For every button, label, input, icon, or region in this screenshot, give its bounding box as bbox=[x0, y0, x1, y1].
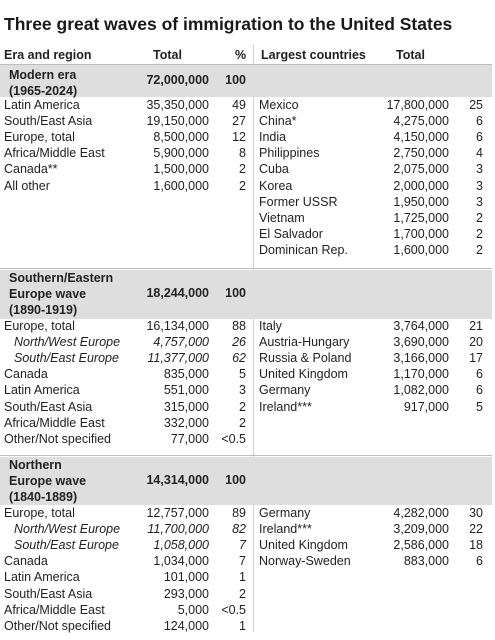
country-pct: 6 bbox=[476, 130, 483, 145]
country-total: 4,150,000 bbox=[393, 130, 449, 145]
region-name: Canada bbox=[4, 554, 48, 569]
country-row bbox=[259, 113, 483, 129]
region-pct: <0.5 bbox=[221, 602, 246, 617]
country-pct: 3 bbox=[476, 162, 483, 177]
country-row bbox=[259, 161, 483, 177]
region-pct: 88 bbox=[232, 319, 246, 333]
country-pct: 30 bbox=[469, 506, 483, 520]
region-total: 16,134,000 bbox=[146, 319, 209, 333]
region-name: North/West Europe bbox=[14, 522, 121, 537]
country-total: 2,075,000 bbox=[393, 162, 449, 177]
country-total: 2,586,000 bbox=[393, 538, 449, 553]
region-row bbox=[4, 602, 246, 618]
header-largest-countries: Largest countries bbox=[261, 48, 366, 62]
region-pct: 49 bbox=[232, 98, 246, 112]
region-row bbox=[4, 505, 246, 521]
column-divider bbox=[253, 44, 254, 632]
region-name: Canada bbox=[4, 367, 48, 382]
country-name: Vietnam bbox=[259, 210, 305, 225]
region-pct: 27 bbox=[232, 114, 246, 129]
country-name: Cuba bbox=[259, 162, 289, 177]
country-name: China* bbox=[259, 114, 297, 129]
region-total: 5,900,000 bbox=[153, 146, 209, 161]
country-pct: 17 bbox=[469, 351, 483, 366]
country-pct: 18 bbox=[469, 538, 483, 553]
country-total: 1,082,000 bbox=[393, 383, 449, 398]
region-total: 11,377,000 bbox=[147, 351, 209, 366]
region-name: South/East Asia bbox=[4, 586, 93, 601]
region-row bbox=[4, 334, 246, 350]
country-row bbox=[259, 129, 483, 145]
region-pct: 8 bbox=[239, 146, 246, 161]
section-pct: 100 bbox=[225, 73, 246, 87]
region-pct: 62 bbox=[232, 351, 246, 366]
region-total: 12,757,000 bbox=[146, 506, 209, 520]
country-name: Italy bbox=[259, 319, 282, 333]
region-pct: 2 bbox=[239, 178, 246, 193]
section-label bbox=[9, 457, 86, 505]
table-title: Three great waves of immigration to the United States bbox=[4, 14, 453, 34]
country-name: Former USSR bbox=[259, 194, 338, 209]
country-pct: 3 bbox=[476, 194, 483, 209]
region-row bbox=[4, 431, 246, 447]
country-total: 1,950,000 bbox=[393, 194, 449, 209]
region-row bbox=[4, 129, 246, 145]
region-row bbox=[4, 537, 246, 553]
country-name: Germany bbox=[259, 506, 311, 520]
header-total-countries: Total bbox=[396, 48, 425, 62]
country-row bbox=[259, 521, 483, 537]
country-name: Korea bbox=[259, 178, 293, 193]
country-row bbox=[259, 210, 483, 226]
country-pct: 5 bbox=[476, 399, 483, 414]
region-total: 11,700,000 bbox=[147, 522, 209, 537]
region-row bbox=[4, 553, 246, 569]
country-total: 3,764,000 bbox=[393, 319, 449, 333]
country-name: El Salvador bbox=[259, 226, 323, 241]
region-row bbox=[4, 415, 246, 431]
country-name: Ireland*** bbox=[259, 522, 312, 537]
region-name: All other bbox=[4, 178, 50, 193]
region-pct: 7 bbox=[239, 538, 246, 553]
country-pct: 2 bbox=[476, 242, 483, 257]
section-separator bbox=[0, 268, 492, 269]
section-total: 14,314,000 bbox=[146, 473, 209, 487]
country-row bbox=[259, 194, 483, 210]
region-pct: 2 bbox=[239, 399, 246, 414]
country-total: 917,000 bbox=[403, 399, 449, 414]
section-label-line: Southern/Eastern bbox=[9, 271, 114, 285]
country-pct: 6 bbox=[476, 383, 483, 398]
region-row bbox=[4, 178, 246, 194]
country-row bbox=[259, 145, 483, 161]
region-name: Europe, total bbox=[4, 319, 75, 333]
country-row bbox=[259, 242, 483, 258]
country-total: 2,750,000 bbox=[393, 146, 449, 161]
region-total: 1,500,000 bbox=[153, 162, 209, 177]
region-pct: 82 bbox=[232, 522, 246, 537]
region-row bbox=[4, 399, 246, 415]
country-pct: 3 bbox=[476, 178, 483, 193]
country-total: 1,725,000 bbox=[393, 210, 449, 225]
country-name: Germany bbox=[259, 383, 311, 398]
country-row bbox=[259, 97, 483, 113]
country-name: Dominican Rep. bbox=[259, 242, 348, 257]
section-total: 18,244,000 bbox=[146, 286, 209, 300]
region-pct: 1 bbox=[239, 570, 246, 585]
region-name: South/East Europe bbox=[14, 351, 119, 366]
region-name: Canada** bbox=[4, 162, 58, 177]
region-total: 1,058,000 bbox=[153, 538, 209, 553]
region-name: South/East Asia bbox=[4, 114, 93, 129]
region-row bbox=[4, 366, 246, 382]
region-name: North/West Europe bbox=[14, 335, 121, 350]
region-total: 35,350,000 bbox=[146, 98, 209, 112]
country-pct: 6 bbox=[476, 554, 483, 569]
section-pct: 100 bbox=[225, 286, 246, 300]
country-pct: 6 bbox=[476, 367, 483, 382]
region-total: 551,000 bbox=[163, 383, 209, 398]
region-name: Latin America bbox=[4, 570, 80, 585]
country-name: Russia & Poland bbox=[259, 351, 352, 366]
region-row bbox=[4, 350, 246, 366]
country-name: Mexico bbox=[259, 98, 299, 112]
region-pct: 2 bbox=[239, 162, 246, 177]
section-pct: 100 bbox=[225, 473, 246, 487]
country-name: Austria-Hungary bbox=[259, 335, 350, 350]
country-name: United Kingdom bbox=[259, 367, 348, 382]
region-pct: 89 bbox=[232, 506, 246, 520]
country-name: Norway-Sweden bbox=[259, 554, 351, 569]
region-name: Latin America bbox=[4, 98, 80, 112]
country-row bbox=[259, 318, 483, 334]
region-name: South/East Europe bbox=[14, 538, 119, 553]
region-total: 77,000 bbox=[170, 431, 209, 446]
region-total: 1,600,000 bbox=[153, 178, 209, 193]
region-row bbox=[4, 113, 246, 129]
region-total: 8,500,000 bbox=[153, 130, 209, 145]
section-label-line: (1890-1919) bbox=[9, 303, 78, 317]
country-name: Philippines bbox=[259, 146, 320, 161]
header-total: Total bbox=[153, 48, 182, 62]
region-row bbox=[4, 145, 246, 161]
section-separator bbox=[0, 455, 492, 456]
country-row bbox=[259, 366, 483, 382]
section-label bbox=[9, 270, 113, 318]
region-pct: 12 bbox=[232, 130, 246, 145]
country-total: 2,000,000 bbox=[393, 178, 449, 193]
region-row bbox=[4, 618, 246, 634]
country-row bbox=[259, 178, 483, 194]
header-era-region: Era and region bbox=[4, 48, 92, 62]
region-name: Africa/Middle East bbox=[4, 146, 105, 161]
country-pct: 20 bbox=[469, 335, 483, 350]
region-total: 101,000 bbox=[163, 570, 209, 585]
region-row bbox=[4, 382, 246, 398]
region-total: 19,150,000 bbox=[146, 114, 209, 129]
country-total: 3,166,000 bbox=[393, 351, 449, 366]
country-row bbox=[259, 226, 483, 242]
region-pct: 2 bbox=[239, 586, 246, 601]
country-pct: 22 bbox=[469, 522, 483, 537]
region-total: 1,034,000 bbox=[153, 554, 209, 569]
region-row bbox=[4, 521, 246, 537]
region-name: Latin America bbox=[4, 383, 80, 398]
header-pct: % bbox=[235, 48, 247, 62]
country-total: 883,000 bbox=[403, 554, 449, 569]
region-name: Europe, total bbox=[4, 506, 75, 520]
region-pct: 3 bbox=[239, 383, 246, 398]
section-label-line: Modern era bbox=[9, 68, 77, 82]
region-name: South/East Asia bbox=[4, 399, 93, 414]
country-row bbox=[259, 537, 483, 553]
region-name: Europe, total bbox=[4, 130, 75, 145]
country-pct: 2 bbox=[476, 226, 483, 241]
region-total: 293,000 bbox=[163, 586, 209, 601]
region-row bbox=[4, 97, 246, 113]
section-label-line: (1965-2024) bbox=[9, 84, 78, 98]
country-name: India bbox=[259, 130, 287, 145]
country-total: 1,700,000 bbox=[393, 226, 449, 241]
region-name: Africa/Middle East bbox=[4, 602, 105, 617]
region-pct: 7 bbox=[239, 554, 246, 569]
country-pct: 21 bbox=[469, 319, 483, 333]
region-name: Other/Not specified bbox=[4, 618, 111, 633]
region-total: 315,000 bbox=[163, 399, 209, 414]
region-row bbox=[4, 161, 246, 177]
country-pct: 6 bbox=[476, 114, 483, 129]
section-label-line: (1840-1889) bbox=[9, 490, 78, 504]
section-label bbox=[9, 67, 77, 99]
region-total: 332,000 bbox=[163, 415, 209, 430]
country-total: 1,170,000 bbox=[393, 367, 449, 382]
region-pct: 26 bbox=[232, 335, 246, 350]
country-pct: 25 bbox=[469, 98, 483, 112]
country-total: 1,600,000 bbox=[393, 242, 449, 257]
country-name: Ireland*** bbox=[259, 399, 312, 414]
region-total: 835,000 bbox=[163, 367, 209, 382]
country-row bbox=[259, 399, 483, 415]
region-pct: 5 bbox=[239, 367, 246, 382]
section-label-line: Europe wave bbox=[9, 287, 87, 301]
country-total: 4,282,000 bbox=[393, 506, 449, 520]
region-row bbox=[4, 586, 246, 602]
region-name: Africa/Middle East bbox=[4, 415, 105, 430]
country-pct: 4 bbox=[476, 146, 483, 161]
country-row bbox=[259, 553, 483, 569]
region-name: Other/Not specified bbox=[4, 431, 111, 446]
region-total: 5,000 bbox=[177, 602, 209, 617]
region-total: 4,757,000 bbox=[153, 335, 209, 350]
section-total: 72,000,000 bbox=[146, 73, 209, 87]
region-row bbox=[4, 569, 246, 585]
section-label-line: Northern bbox=[9, 458, 62, 472]
country-total: 3,209,000 bbox=[393, 522, 449, 537]
region-pct: 1 bbox=[239, 618, 246, 633]
country-total: 4,275,000 bbox=[393, 114, 449, 129]
country-total: 3,690,000 bbox=[393, 335, 449, 350]
country-row bbox=[259, 334, 483, 350]
country-pct: 2 bbox=[476, 210, 483, 225]
region-pct: 2 bbox=[239, 415, 246, 430]
section-label-line: Europe wave bbox=[9, 474, 87, 488]
country-row bbox=[259, 382, 483, 398]
country-row bbox=[259, 350, 483, 366]
region-row bbox=[4, 318, 246, 334]
region-pct: <0.5 bbox=[221, 431, 246, 446]
country-total: 17,800,000 bbox=[386, 98, 449, 112]
country-name: United Kingdom bbox=[259, 538, 348, 553]
country-row bbox=[259, 505, 483, 521]
region-total: 124,000 bbox=[163, 618, 209, 633]
